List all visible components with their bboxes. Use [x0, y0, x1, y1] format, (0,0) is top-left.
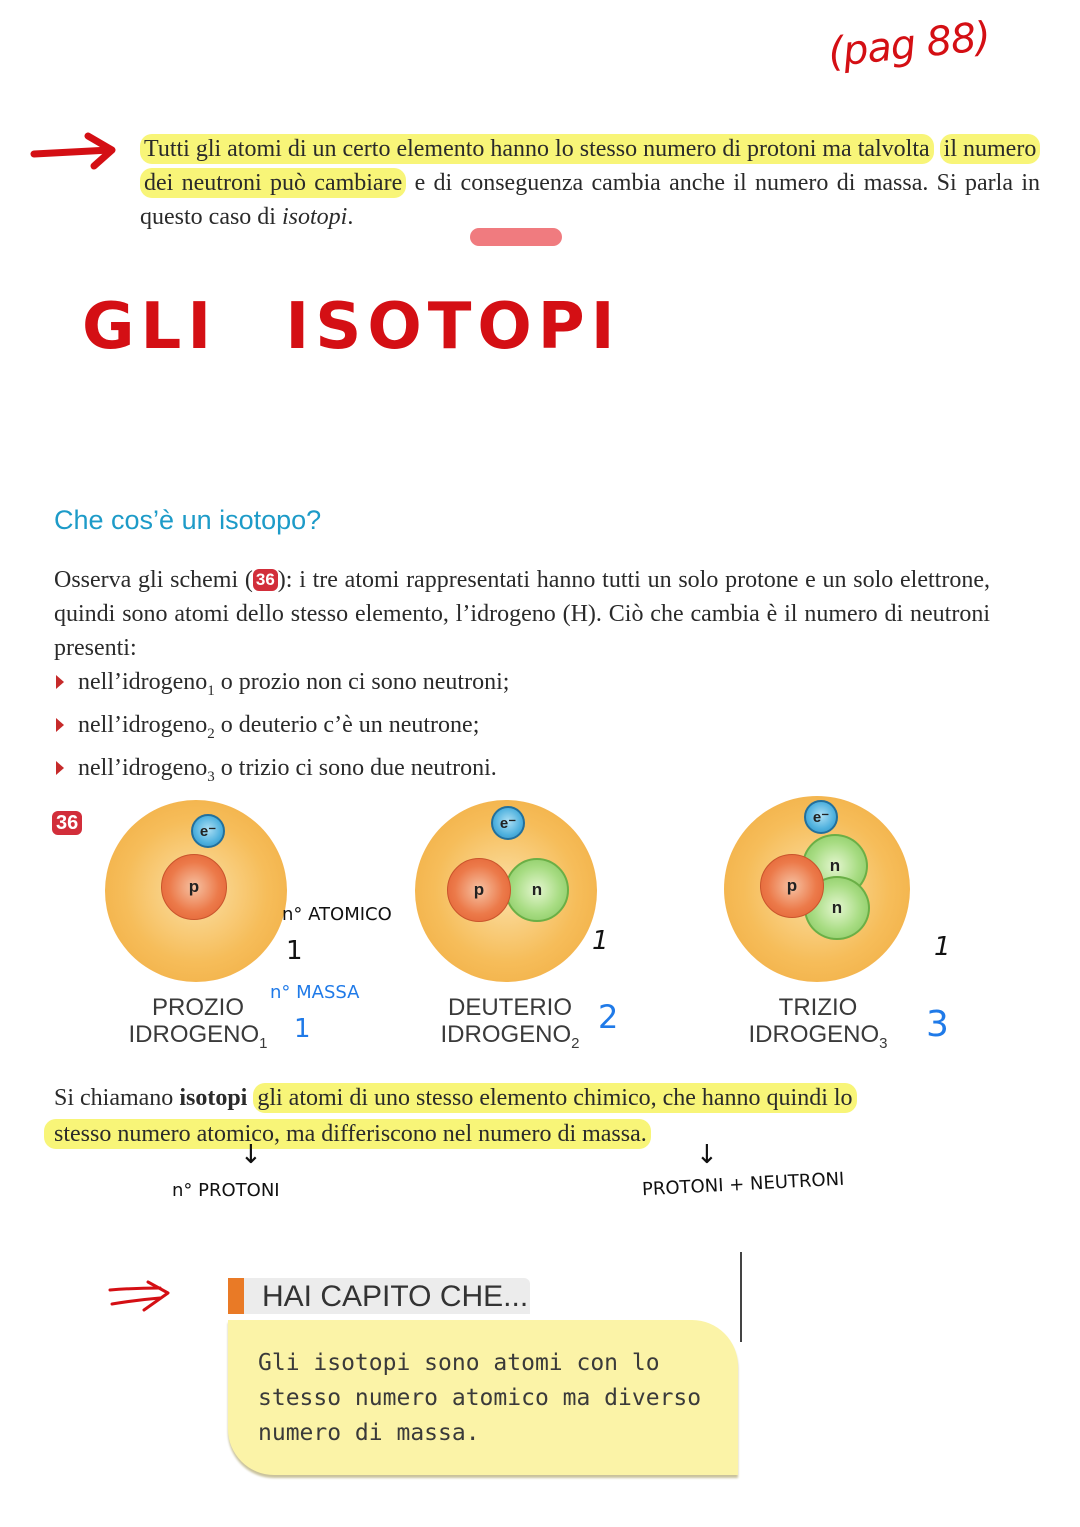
trizio-atomic-number: 1: [934, 932, 951, 962]
electron-icon: e⁻: [491, 806, 525, 840]
highlight-definition-1: gli atomi di uno stesso elemento chimico, che hanno quindi lo: [253, 1083, 856, 1113]
double-arrow-right-icon: [104, 1280, 174, 1314]
section-heading: Che cos’è un isotopo?: [54, 505, 322, 535]
down-arrow-icon: ↓: [240, 1140, 262, 1170]
neutron-icon: n: [804, 876, 870, 940]
figure-number-badge: 36: [52, 812, 82, 835]
para-text: Osserva gli schemi (: [54, 567, 253, 593]
atom-label-deuterio: DEUTERIO $IDROGENO_2$: [440, 994, 580, 1052]
trizio-mass-number: 3: [926, 1004, 949, 1045]
deuterio-mass-number: 2: [598, 998, 619, 1036]
protoni-note: n° PROTONI: [172, 1180, 280, 1201]
divider-line: [740, 1252, 742, 1342]
explanation-paragraph: [54, 563, 990, 793]
neutron-icon: n: [505, 858, 569, 922]
proton-icon: p: [447, 858, 511, 922]
proton-icon: p: [161, 854, 227, 920]
isotopi-term: isotopi: [281, 204, 348, 230]
atomic-number-annotation: n° ATOMICO: [282, 904, 392, 925]
arrow-right-icon: [30, 132, 120, 172]
summary-text: Gli isotopi sono atomi con lo stesso numero atomico ma diverso numero di massa.: [258, 1350, 702, 1446]
intro-paragraph: [140, 132, 1040, 234]
prozio-mass-number: 1: [294, 1014, 311, 1044]
neutron-icon: n: [802, 834, 868, 898]
bullet-deuterio: nell’idrogeno$_2$ o deuterio c’è un neutrone;: [54, 708, 990, 751]
down-arrow-icon: ↓: [696, 1140, 718, 1170]
protoni-neutroni-note: PROTONI + NEUTRONI: [641, 1168, 845, 1201]
pink-underline-mark: [470, 228, 562, 246]
atom-prozio: [105, 800, 287, 982]
page-reference-note: (pag 88): [826, 13, 993, 77]
electron-icon: e⁻: [191, 814, 225, 848]
highlight-intro-2: il numero dei neutroni può cambiare: [140, 134, 1040, 198]
para-text-rest: ): i tre atomi rappresentati hanno tutti un solo protone e un solo elettrone, quindi sono atomi dello stesso elemento, l’idrogeno (H). Ciò che cambia è il numero di neutroni presenti:: [54, 567, 990, 661]
mass-number-annotation: n° MASSA: [270, 982, 360, 1003]
atom-label-prozio: PROZIO $IDROGENO_1$: [128, 994, 268, 1052]
isotopi-bold-term: isotopi: [179, 1085, 248, 1111]
deuterio-atomic-number: 1: [592, 926, 609, 956]
prozio-atomic-number: 1: [286, 936, 303, 966]
highlight-intro-1: Tutti gli atomi di un certo elemento hanno lo stesso numero di protoni ma talvolta: [140, 134, 934, 164]
summary-title: HAI CAPITO CHE...: [262, 1280, 529, 1313]
figure-ref-badge[interactable]: 36: [253, 569, 278, 591]
electron-icon: e⁻: [804, 800, 838, 834]
bullet-trizio: nell’idrogeno$_3$ o trizio ci sono due neutroni.: [54, 751, 990, 794]
handwritten-title: GLI ISOTOPI: [82, 290, 621, 364]
neutron-bullet-list: [54, 665, 990, 793]
highlight-definition-2: stesso numero atomico, ma differiscono nel numero di massa.: [44, 1119, 651, 1149]
intro-end: .: [347, 204, 354, 230]
definition-paragraph: Si chiamano isotopi gli atomi di uno stesso elemento chimico, che hanno quindi lo stesso numero atomico, ma differiscono nel numero di massa.: [54, 1080, 1014, 1152]
atom-label-trizio: TRIZIO $IDROGENO_3$: [748, 994, 888, 1052]
intro-text: e di conseguenza cambia anche il numero di massa. Si parla in questo caso di: [140, 170, 1040, 230]
atom-deuterio: [415, 800, 597, 982]
proton-icon: p: [760, 854, 824, 918]
summary-accent-bar: [228, 1278, 244, 1314]
atom-trizio: [724, 796, 910, 982]
bullet-prozio: nell’idrogeno$_1$ o prozio non ci sono neutroni;: [54, 665, 990, 708]
